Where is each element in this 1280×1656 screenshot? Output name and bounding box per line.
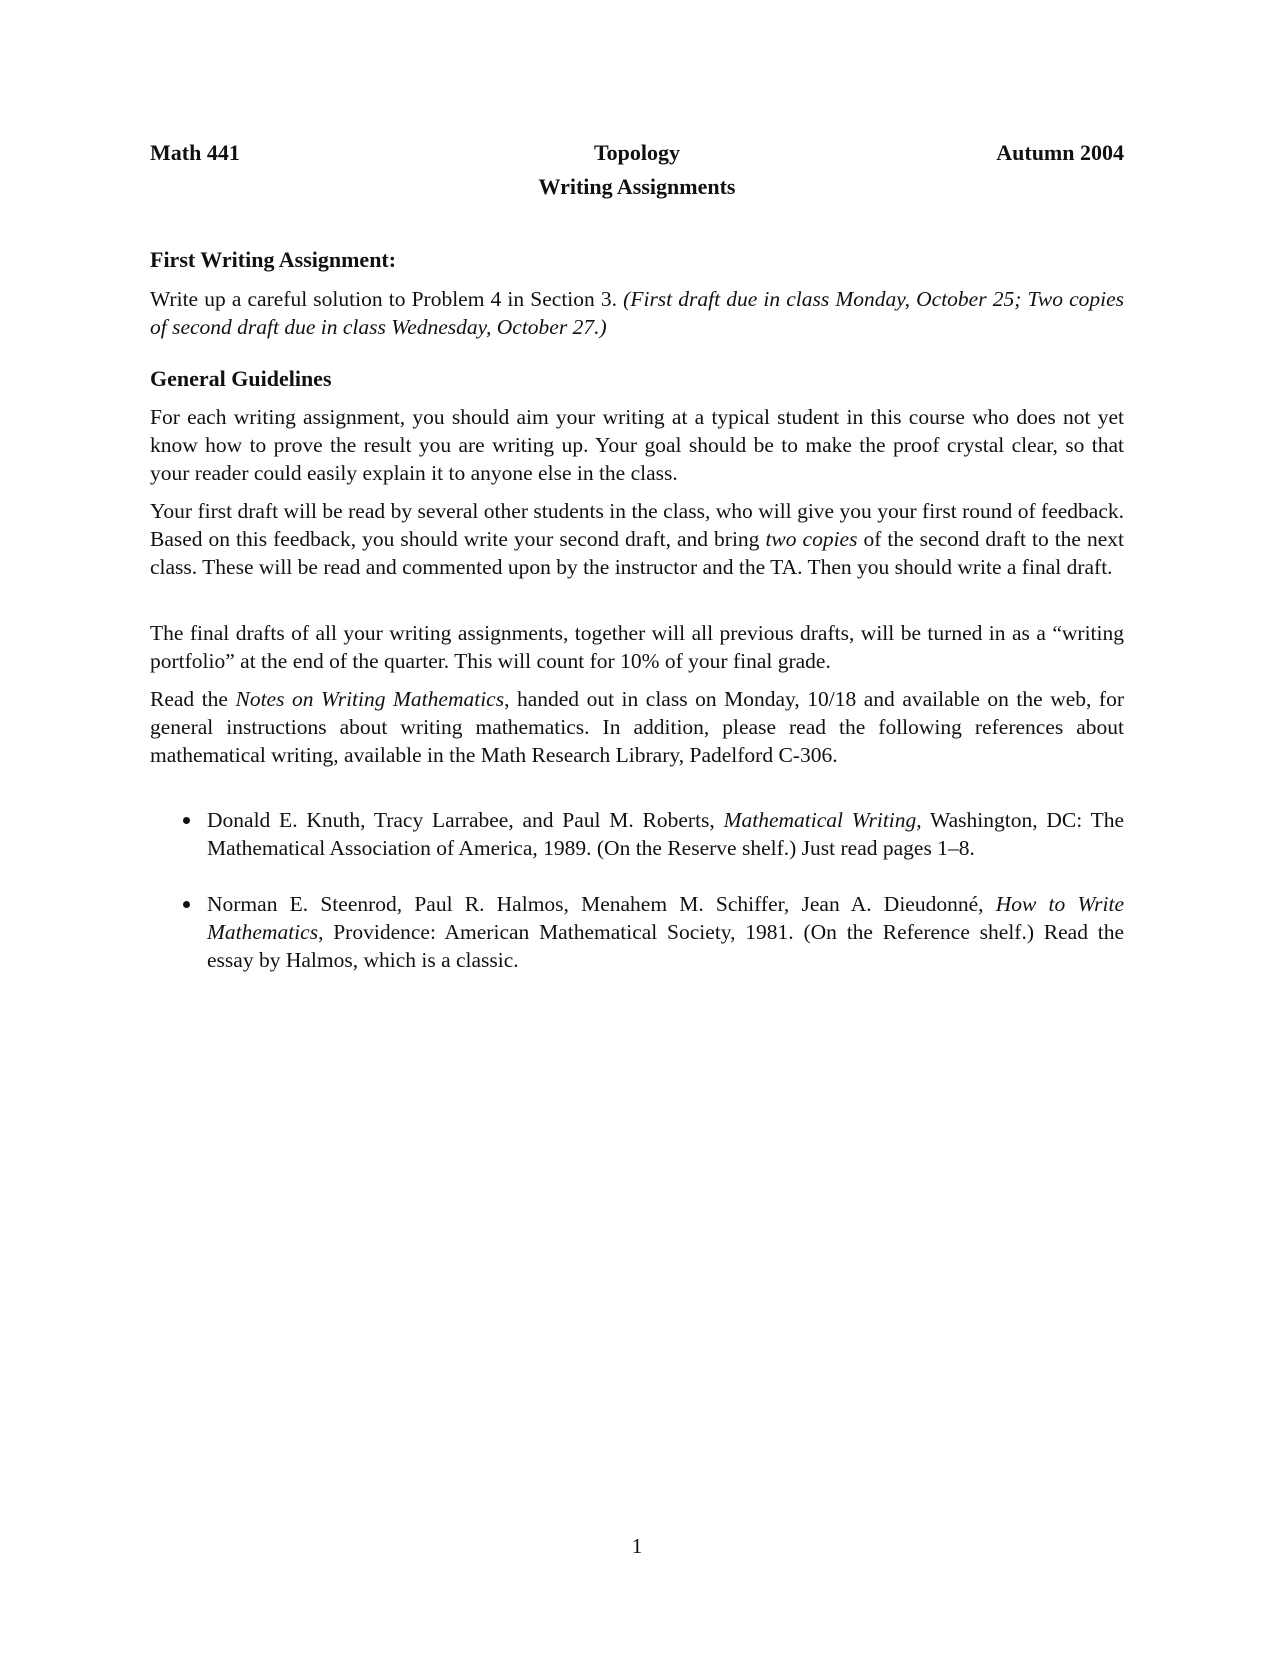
guidelines-paragraph-3 <box>150 619 1124 675</box>
page-number: 1 <box>631 1534 643 1558</box>
guidelines-paragraph-2 <box>150 497 1124 581</box>
guidelines-p2-text-a: Your first draft will be read by several other students in the class, who will give you your first round of feedback. Based on this feedback, you should write your second draft, and bring <box>150 499 1124 551</box>
reference-details: , Washington, DC: The Mathematical Association of America, 1989. (On the Reserve shelf.) Just read pages 1–8. <box>207 808 1124 860</box>
reference-item <box>150 806 1124 862</box>
reference-item <box>150 890 1124 974</box>
reference-authors: Donald E. Knuth, Tracy Larrabee, and Paul M. Roberts, <box>207 808 715 832</box>
reference-authors: Norman E. Steenrod, Paul R. Halmos, Menahem M. Schiffer, Jean A. Dieudonné, <box>207 892 984 916</box>
notes-title: Notes on Writing Mathematics <box>235 687 505 711</box>
course-term: Autumn 2004 <box>996 140 1124 165</box>
guidelines-heading: General Guidelines <box>150 366 332 391</box>
bullet-icon <box>183 901 190 908</box>
first-assignment-text: Write up a careful solution to Problem 4 in Section 3. <box>150 287 618 311</box>
first-assignment-paragraph <box>150 285 1124 341</box>
first-assignment-due: (First draft due in class Monday, October 25; Two copies of second draft due in class Wednesday, October 27.) <box>150 287 1125 339</box>
references-list <box>150 806 1124 1002</box>
reference-title: Mathematical Writing <box>723 808 917 832</box>
course-number: Math 441 <box>150 140 240 165</box>
guidelines-p2-text-b: of the second draft to the next class. These will be read and commented upon by the instructor and the TA. Then you should write a final draft. <box>150 527 1124 579</box>
course-title: Topology <box>593 140 680 165</box>
guidelines-p4-text-a: Read the <box>150 687 228 711</box>
guidelines-p3-text: The final drafts of all your writing assignments, together will all previous drafts, will be turned in as a “writing portfolio” at the end of the quarter. This will count for 10% of your final grade. <box>150 621 1124 673</box>
reference-details: , Providence: American Mathematical Society, 1981. (On the Reference shelf.) Read the essay by Halmos, which is a classic. <box>207 920 1124 972</box>
guidelines-paragraph-4 <box>150 685 1124 769</box>
document-page <box>150 0 1124 1656</box>
reference-title: How to Write Mathematics <box>207 892 1125 944</box>
bullet-icon <box>183 817 190 824</box>
guidelines-p2-emphasis: two copies <box>765 527 858 551</box>
first-assignment-heading: First Writing Assignment: <box>150 247 397 272</box>
guidelines-paragraph-1 <box>150 403 1124 487</box>
guidelines-p1-text: For each writing assignment, you should aim your writing at a typical student in this course who does not yet know how to prove the result you are writing up. Your goal should be to make the proof crystal clear, so that your reader could easily explain it to anyone else in the class. <box>150 405 1124 485</box>
guidelines-p4-text-b: , handed out in class on Monday, 10/18 and available on the web, for general instructions about writing mathematics. In addition, please read the following references about mathematical writing, available in the Math Research Library, Padelford C-306. <box>150 687 1124 767</box>
document-subtitle: Writing Assignments <box>538 174 736 199</box>
